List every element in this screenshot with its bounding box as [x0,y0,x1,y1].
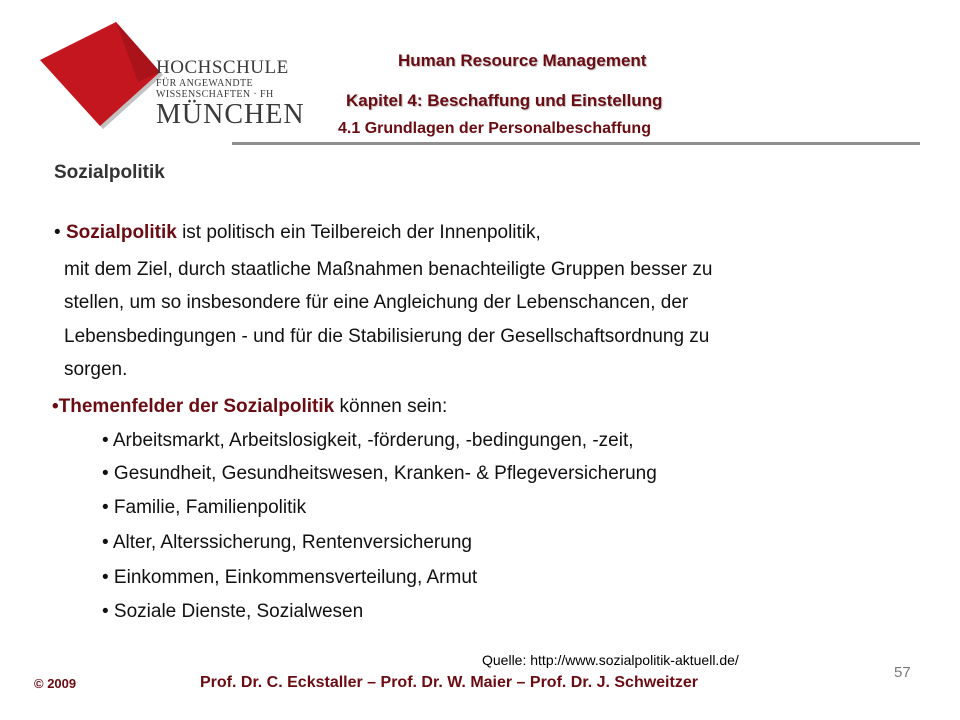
bullet-marker: • [52,396,59,417]
bullet-1-line-4: Lebensbedingungen - und für die Stabilisierung der Gesellschaftsordnung zu [64,326,710,347]
header-divider [232,142,920,145]
bullet-1-line-5: sorgen. [64,359,128,380]
course-title: Human Resource Management [398,51,647,70]
bullet-2-line [52,396,447,418]
bullet-marker: • [54,222,61,243]
copyright-notice: © 2009 [34,676,77,691]
bullet-1-first-line [54,222,541,244]
logo-line-1: HOCHSCHULE [156,57,289,78]
section-title: 4.1 Grundlagen der Personalbeschaffung [338,120,651,137]
page-number: 57 [894,664,911,681]
bullet-1-line-3: stellen, um so insbesondere für eine Angleichung der Lebenschancen, der [64,292,689,313]
subitem-soziale-dienste: • Soziale Dienste, Sozialwesen [102,601,364,622]
logo-line-3: WISSENSCHAFTEN · FH [156,89,274,100]
bullet-1-line-2: mit dem Ziel, durch staatliche Maßnahmen benachteiligte Gruppen besser zu [64,259,713,280]
subitem-alter: • Alter, Alterssicherung, Rentenversicherung [102,532,472,553]
slide-heading: Sozialpolitik [54,162,165,183]
logo-wordmark [156,58,305,130]
bullet-2-term: Themenfelder der Sozialpolitik [58,396,335,417]
bullet-2-text: können sein: [334,396,448,417]
footer-authors: Prof. Dr. C. Eckstaller – Prof. Dr. W. Maier – Prof. Dr. J. Schweitzer [200,674,698,691]
university-logo [34,18,305,138]
subitem-familie: • Familie, Familienpolitik [102,497,307,518]
chapter-title: Kapitel 4: Beschaffung und Einstellung [346,91,663,110]
source-citation: Quelle: http://www.sozialpolitik-aktuell.de/ [482,652,739,668]
subitem-einkommen: • Einkommen, Einkommensverteilung, Armut [102,567,478,588]
bullet-1-term: Sozialpolitik [65,222,177,243]
logo-line-2: FÜR ANGEWANDTE [156,78,253,89]
logo-line-4: MÜNCHEN [156,99,305,130]
subitem-arbeitsmarkt: • Arbeitsmarkt, Arbeitslosigkeit, -förderung, -bedingungen, -zeit, [102,430,634,451]
subitem-gesundheit: • Gesundheit, Gesundheitswesen, Kranken- & Pflegeversicherung [102,463,657,484]
bullet-1-text: ist politisch ein Teilbereich der Innenpolitik, [176,222,541,243]
